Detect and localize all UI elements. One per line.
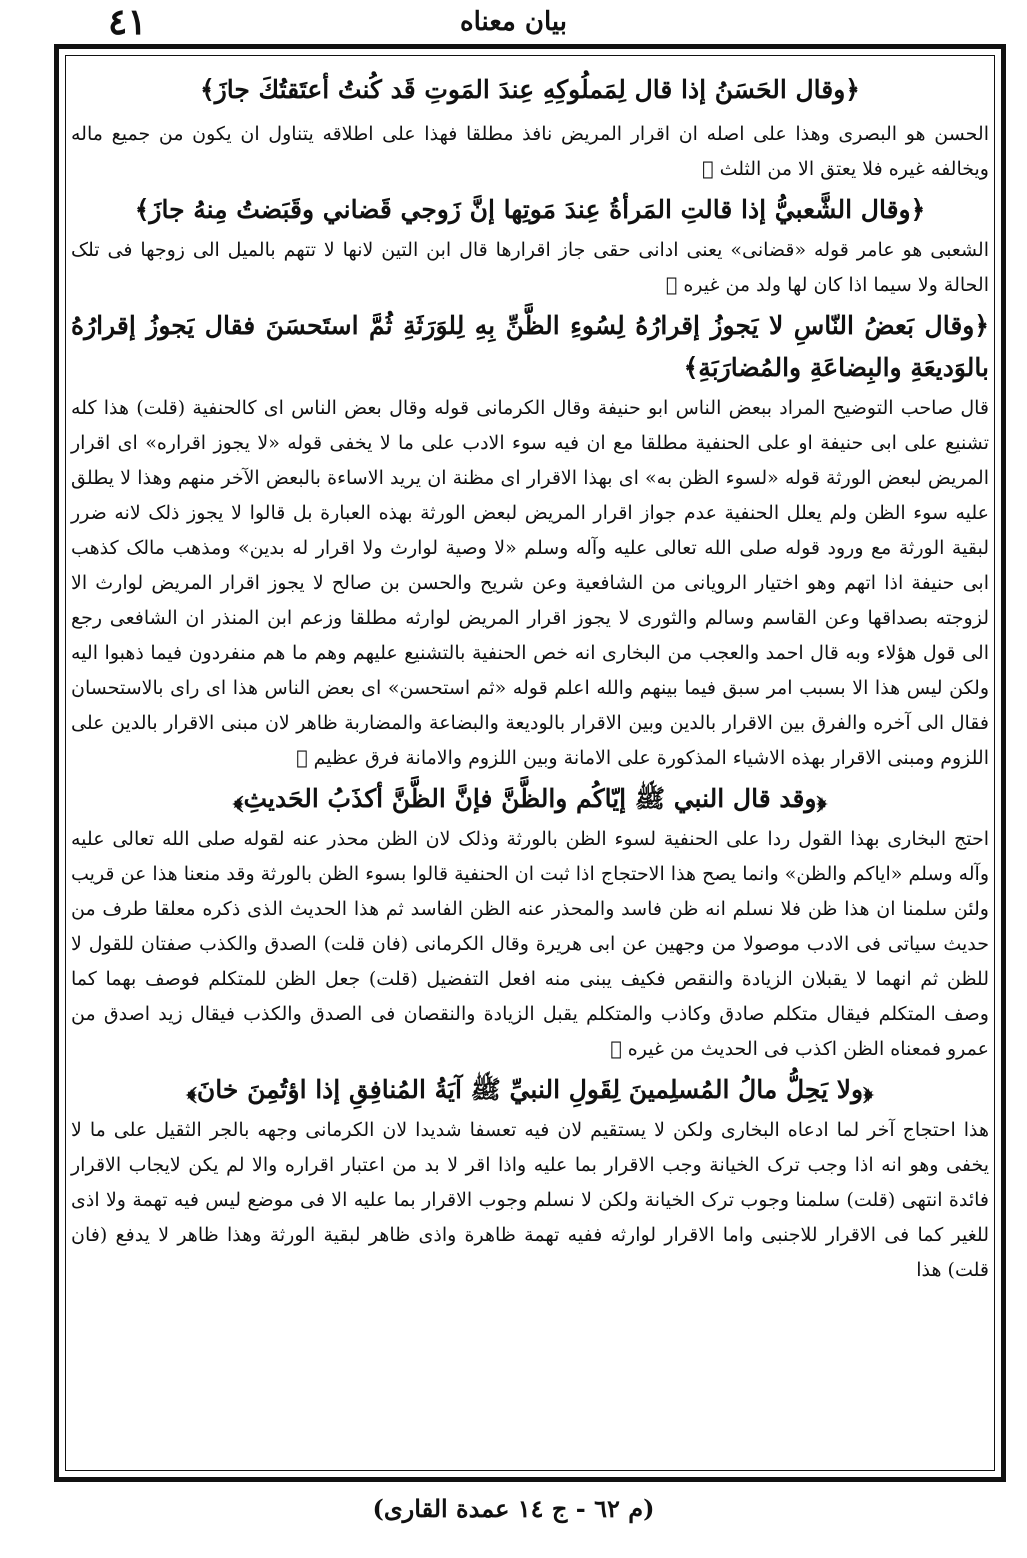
commentary-paragraph: الحسن هو البصری وهذا علی اصله ان اقرار المریض نافذ مطلقا فهذا علی اطلاقه یتناول ان یکون من جمیع ماله ویخالفه غیره فلا یعتق الا من الثلث ﷯ (71, 123, 989, 180)
running-head: بيان معناه (459, 7, 567, 37)
commentary-paragraph: قال صاحب التوضیح المراد ببعض الناس ابو حنیفة وقال الکرمانی قوله وقال بعض الناس ای کالحنفیة (قلت) هذا کله تشنیع علی ابی حنیفة او علی الحنفیة مطلقا مع ان فیه سوء الادب علی ما لا یخفی قوله «لا یجوز اقراره» ای اقرار المریض لبعض الورثة قوله «لسوء الظن به» ای بهذا الاقرار ای مظنة ان یرید الاساءة بالبعض الآخر منهم وهذا لا یطلق علیه سوء الظن ولم یعلل الحنفیة عدم جواز اقرار المریض لبعض الورثة بهذه العبارة بل قالوا لا یجوز ذلک لانه ضرر لبقیة الورثة مع ورود قوله صلی الله تعالی علیه وآله وسلم «لا وصیة لوارث ولا اقرار له بدین» ومذهب مالک کذهب ابی حنیفة اذا اتهم وهو اختیار الرویانی من الشافعیة وعن شریح والحسن بن صالح لا یجوز اقرار المریض لوارث الا لزوجته بصداقها وعن القاسم وسالم والثوری لا یجوز اقرار المریض لوارثه مطلقا وزعم ابن المنذر ان الشافعی رجع الی قول هؤلاء وبه قال احمد والعجب من البخاری انه خص الحنفیة بالتشنیع علیهم وهم ما هم منفردون فیما ذهبوا الیه ولکن لیس هذا الا بسبب امر سبق فیما بینهم والله اعلم قوله «ثم استحسن» ای بعض الناس هذا ای رای بالاستحسان فقال الی آخره والفرق بین الاقرار بالدین وبین الاقرار بالودیعة والبضاعة والمضاربة ظاهر لان مبنی الاقرار بالدین علی اللزوم ومبنی الاقرار بهذه الاشیاء المذکورة علی الامانة وبین اللزوم والامانة فرق عظیم ﷯ (71, 397, 989, 769)
section-heading: ﴿ولا يَحِلُّ مالُ المُسلِمينَ لِقَولِ النبيِّ ﷺ آيَةُ المُنافِقِ إذا اؤتُمِنَ خانَ﴾ (186, 1075, 874, 1104)
commentary-paragraph: هذا احتجاج آخر لما ادعاه البخاری ولکن لا یستقیم لان فیه تعسفا شدیدا لان الکرمانی وجهه بالجر الثقیل علی ما لا یخفی وهو انه اذا وجب ترک الخیانة وجب الاقرار بما علیه واذا اقر لا بد من اعتبار اقراره والا لم یکن لایجاب الاقرار فائدة انتهی (قلت) سلمنا وجوب ترک الخیانة ولکن لا نسلم وجوب الاقرار بما علیه الا فی موضع لیس فیه تهمة ولا اذی للغیر کما فی الاقرار للاجنبی واما الاقرار لوارثه ففیه تهمة ظاهرة واذی ظاهر لبقیة الورثة وهذا ظاهر لا یدفع (فان قلت) هذا (71, 1119, 989, 1281)
section-heading: ﴿وقد قال النبي ﷺ إيّاكُم والظَّنَّ فإنَّ الظَّنَّ أكذَبُ الحَديثِ﴾ (233, 784, 827, 813)
text-frame (54, 44, 1006, 1482)
commentary-paragraph: احتج البخاری بهذا القول ردا علی الحنفیة لسوء الظن بالورثة وذلک لان الظن محذر عنه لقوله صلی الله تعالی علیه وآله وسلم «ایاکم والظن» وانما یصح هذا الاحتجاج اذا ثبت ان الحنفیة قالوا بسوء الظن بالورثة وقد منعنا هذا عن قریب ولئن سلمنا ان هذا ظن فلا نسلم انه ظن فاسد والمحذر عنه الظن الفاسد ثم هذا الحدیث الذی ذکره معلقا طرف من حدیث سیاتی فی الادب موصولا من وجهین عن ابی هریرة وقال الکرمانی (فان قلت) الصدق والکذب صفتان للقول لا للظن ثم انهما لا یقبلان الزیادة والنقص فکیف یبنی منه افعل التفضیل (قلت) جعل الظن للمتکلم فوصف بهما کما وصف المتکلم فیقال متکلم صادق وکاذب والمتکلم یقبل الزیادة والنقصان فی الصدق والکذب فیقال زید اصدق من عمرو فمعناه الظن اکذب فی الحدیث من غیره ﷯ (71, 828, 989, 1060)
main-text (71, 67, 989, 1288)
section-heading: ﴿وقال بَعضُ النّاسِ لا يَجوزُ إقرارُهُ لِسُوءِ الظَّنِّ بِهِ لِلوَرَثَةِ ثُمَّ استَحسَنَ فقال يَجوزُ إقرارُهُ بالوَديعَةِ والبِضاعَةِ والمُضارَبَةِ﴾ (71, 311, 989, 382)
page-number: ٤١ (108, 1, 147, 43)
page-header (0, 0, 1027, 42)
signature-footer: (م ٦٢ - ج ١٤ عمدة القاری) (372, 1494, 655, 1523)
commentary-paragraph: الشعبی هو عامر قوله «قضانی» یعنی ادانی حقی جاز اقرارها قال ابن التین لانها لا تتهم بالمیل الی زوجها فی تلک الحالة ولا سیما اذا کان لها ولد من غیره ﷯ (71, 239, 989, 296)
section-heading: ﴿وقال الشَّعبيُّ إذا قالتِ المَرأةُ عِندَ مَوتِها إنَّ زَوجي قَضاني وقَبَضتُ مِنهُ جازَ﴾ (134, 195, 926, 224)
section-heading: ﴿وقال الحَسَنُ إذا قال لِمَملُوكِهِ عِندَ المَوتِ قَد كُنتُ أعتَقتُكَ جازَ﴾ (200, 75, 860, 104)
